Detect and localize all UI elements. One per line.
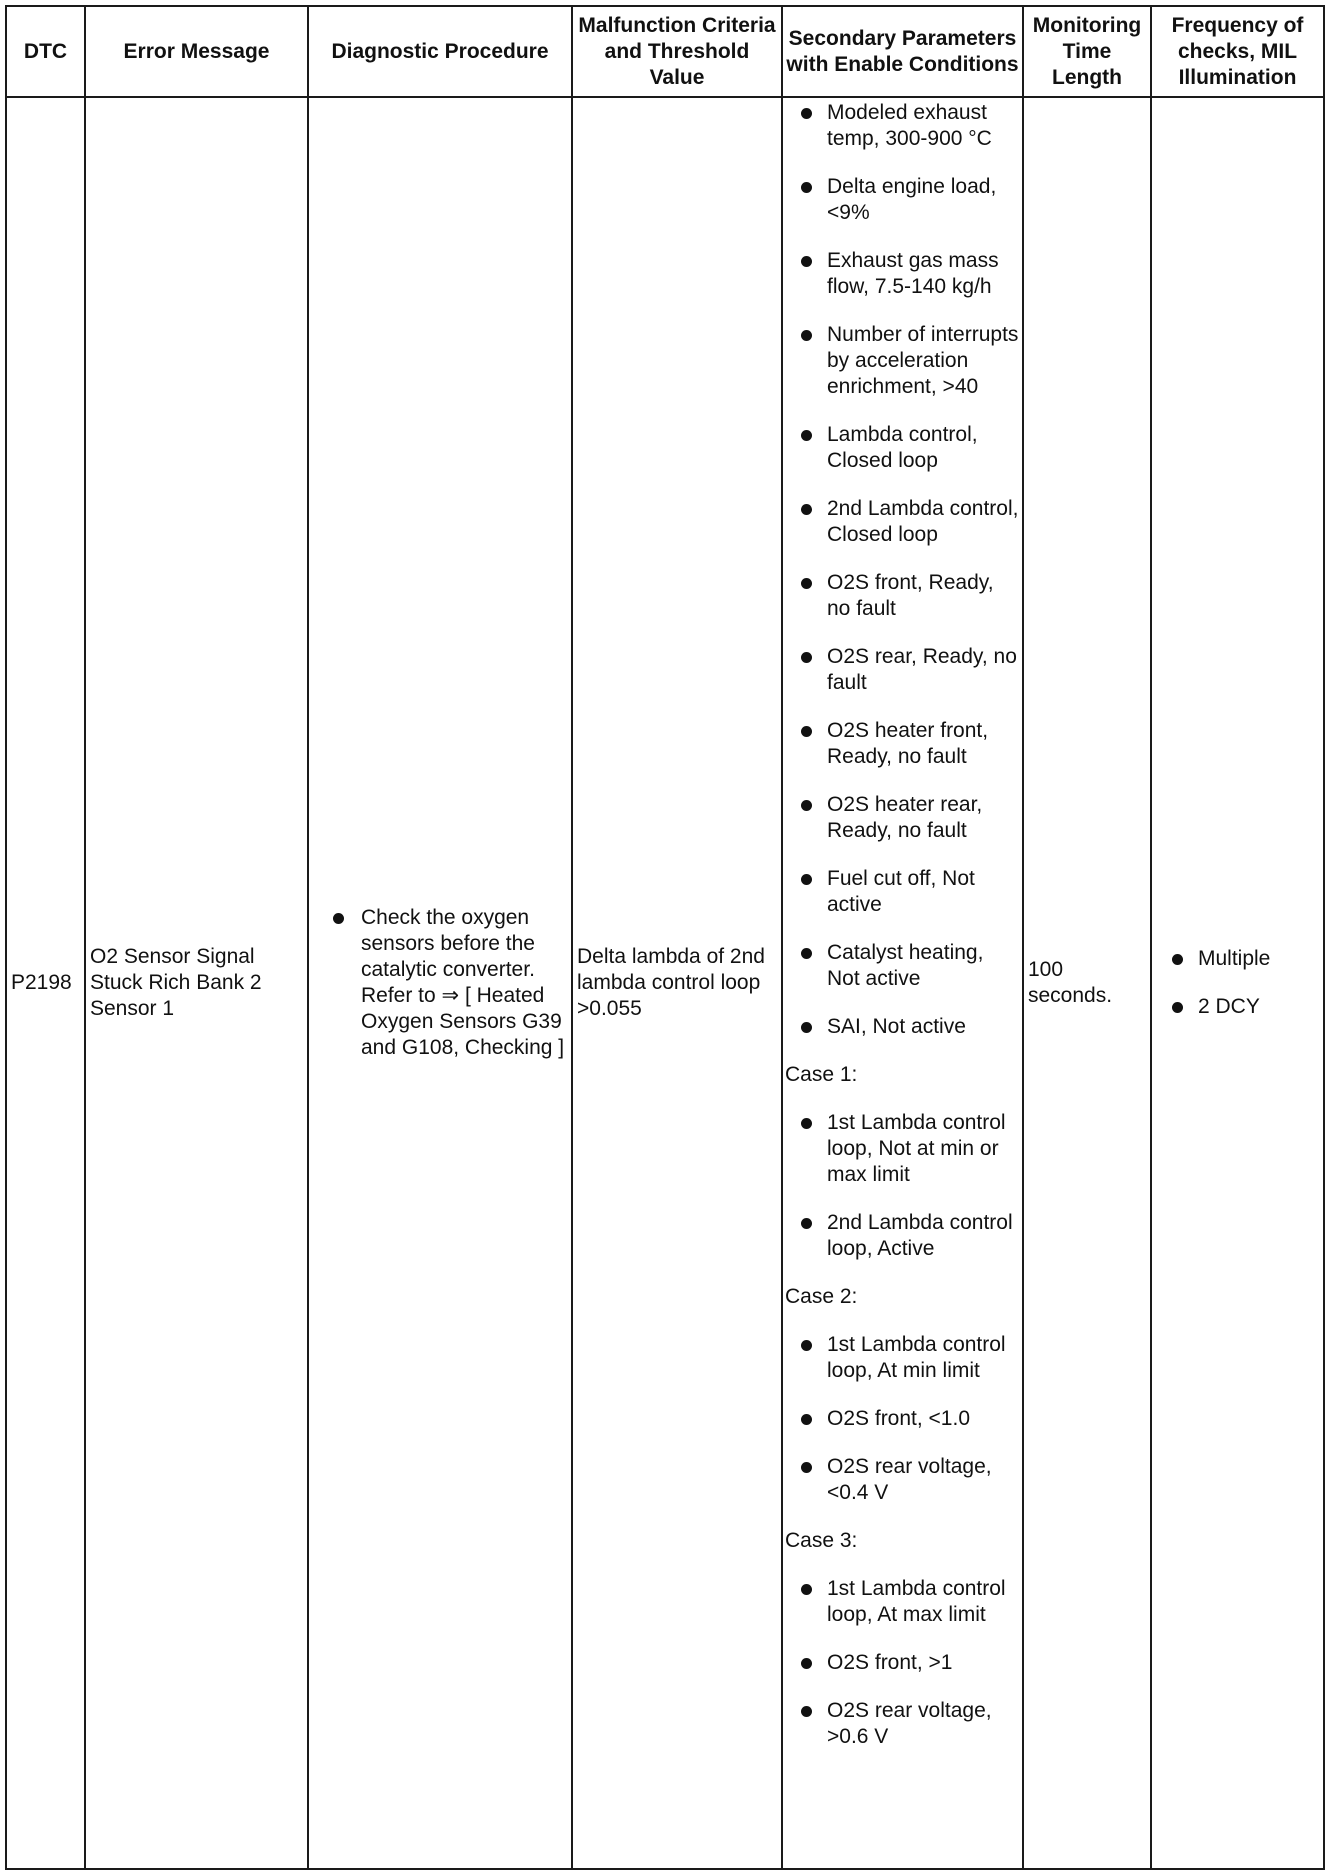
case-3 <box>785 1528 1020 1750</box>
condition-item: SAI, Not active <box>785 1014 1020 1040</box>
general-conditions <box>785 100 1020 1040</box>
malfunction-criteria: Delta lambda of 2nd lambda control loop >0.055 <box>572 97 782 1869</box>
condition-item: O2S rear, Ready, no fault <box>785 644 1020 696</box>
header-monitoring-time: Monitoring Time Length <box>1023 6 1151 97</box>
case-label: Case 2: <box>785 1285 858 1308</box>
procedure-list <box>313 905 567 1061</box>
error-message: O2 Sensor Signal Stuck Rich Bank 2 Sensor 1 <box>85 97 308 1869</box>
table-row <box>6 97 1324 1869</box>
header-malfunction-criteria: Malfunction Criteria and Threshold Value <box>572 6 782 97</box>
condition-item: O2S front, Ready, no fault <box>785 570 1020 622</box>
dtc-code: P2198 <box>6 97 85 1869</box>
header-frequency: Frequency of checks, MIL Illumination <box>1151 6 1324 97</box>
condition-item: O2S heater front, Ready, no fault <box>785 718 1020 770</box>
secondary-parameters <box>782 97 1023 1869</box>
condition-item: O2S rear voltage, <0.4 V <box>785 1454 1020 1506</box>
condition-item: Exhaust gas mass flow, 7.5-140 kg/h <box>785 248 1020 300</box>
frequency-item: Multiple <box>1156 946 1319 972</box>
header-diagnostic-procedure: Diagnostic Procedure <box>308 6 572 97</box>
case-label: Case 3: <box>785 1529 858 1552</box>
condition-item: 1st Lambda control loop, Not at min or max limit <box>785 1110 1020 1188</box>
procedure-step: Check the oxygen sensors before the catalytic converter. Refer to ⇒ [ Heated Oxygen Sensors G39 and G108, Checking ] <box>313 905 567 1061</box>
header-dtc: DTC <box>6 6 85 97</box>
condition-item: Catalyst heating, Not active <box>785 940 1020 992</box>
condition-item: 2nd Lambda control, Closed loop <box>785 496 1020 548</box>
condition-item: O2S front, <1.0 <box>785 1406 1020 1432</box>
condition-item: O2S front, >1 <box>785 1650 1020 1676</box>
condition-item: Modeled exhaust temp, 300-900 °C <box>785 100 1020 152</box>
diagnostic-procedure <box>308 97 572 1869</box>
condition-item: 1st Lambda control loop, At max limit <box>785 1576 1020 1628</box>
case-2 <box>785 1284 1020 1506</box>
condition-item: Lambda control, Closed loop <box>785 422 1020 474</box>
monitoring-time: 100 seconds. <box>1023 97 1151 1869</box>
dtc-table <box>5 5 1325 1870</box>
condition-item: O2S rear voltage, >0.6 V <box>785 1698 1020 1750</box>
condition-item: 2nd Lambda control loop, Active <box>785 1210 1020 1262</box>
case-label: Case 1: <box>785 1063 858 1086</box>
condition-item: Fuel cut off, Not active <box>785 866 1020 918</box>
header-secondary-parameters: Secondary Parameters with Enable Conditions <box>782 6 1023 97</box>
frequency-list <box>1156 946 1319 1020</box>
condition-item: O2S heater rear, Ready, no fault <box>785 792 1020 844</box>
case-1 <box>785 1062 1020 1262</box>
frequency-mil <box>1151 97 1324 1869</box>
frequency-item: 2 DCY <box>1156 994 1319 1020</box>
header-error-message: Error Message <box>85 6 308 97</box>
header-row <box>6 6 1324 97</box>
condition-item: Delta engine load, <9% <box>785 174 1020 226</box>
condition-item: Number of interrupts by acceleration enrichment, >40 <box>785 322 1020 400</box>
condition-item: 1st Lambda control loop, At min limit <box>785 1332 1020 1384</box>
